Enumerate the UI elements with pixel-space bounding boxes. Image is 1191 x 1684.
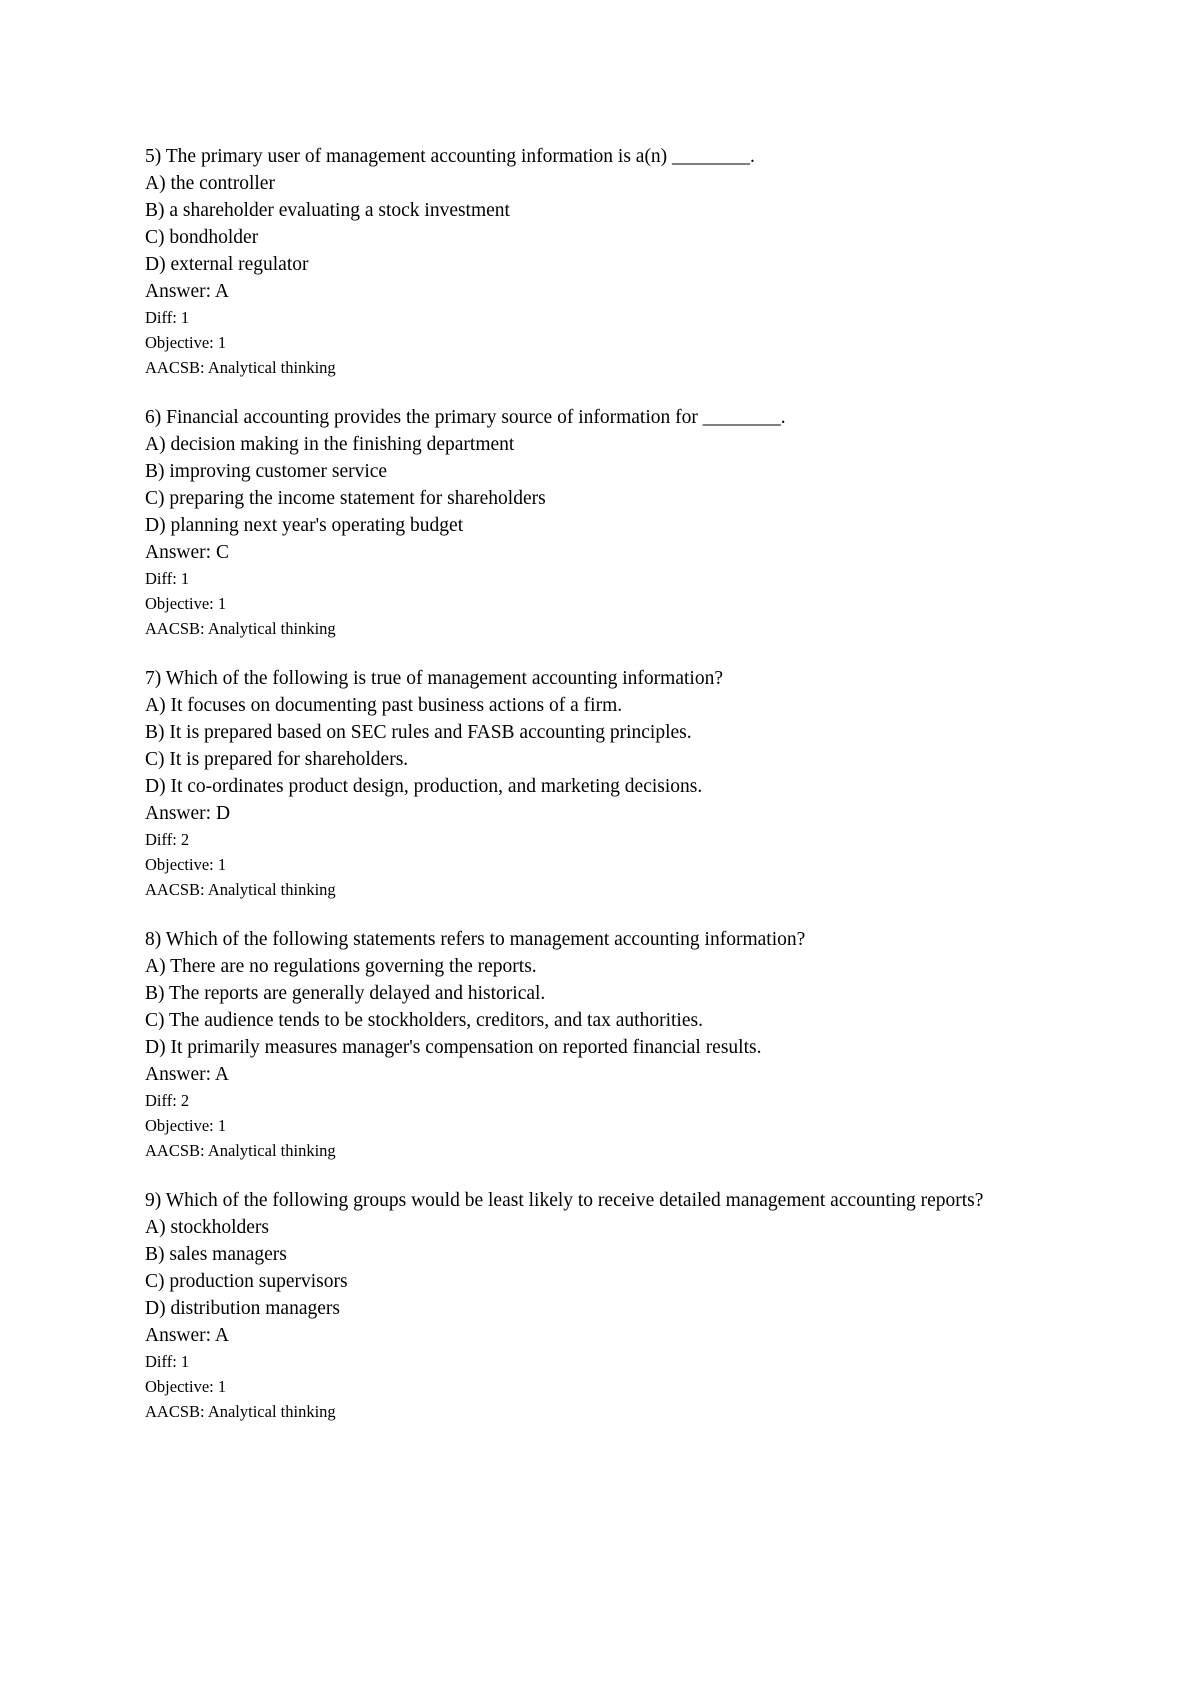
answer: Answer: A xyxy=(145,1064,229,1085)
question-stem: 5) The primary user of management accounting information is a(n) ________. xyxy=(145,146,755,167)
aacsb: AACSB: Analytical thinking xyxy=(145,358,336,377)
difficulty: Diff: 2 xyxy=(145,1091,190,1110)
objective: Objective: 1 xyxy=(145,1377,227,1396)
option-d: D) It primarily measures manager's compensation on reported financial results. xyxy=(145,1037,762,1058)
question-stem: 6) Financial accounting provides the primary source of information for ________. xyxy=(145,407,786,428)
option-a: A) the controller xyxy=(145,173,275,194)
question-5 xyxy=(145,143,1045,380)
option-b: B) It is prepared based on SEC rules and FASB accounting principles. xyxy=(145,722,692,743)
question-9 xyxy=(145,1187,1045,1424)
question-stem: 9) Which of the following groups would be least likely to receive detailed management accounting reports? xyxy=(145,1190,984,1211)
question-8 xyxy=(145,926,1045,1163)
option-a: A) stockholders xyxy=(145,1217,270,1238)
option-a: A) It focuses on documenting past business actions of a firm. xyxy=(145,695,623,716)
option-b: B) improving customer service xyxy=(145,461,388,482)
option-c: C) preparing the income statement for shareholders xyxy=(145,488,546,509)
objective: Objective: 1 xyxy=(145,333,227,352)
aacsb: AACSB: Analytical thinking xyxy=(145,1141,336,1160)
question-7 xyxy=(145,665,1045,902)
option-c: C) bondholder xyxy=(145,227,259,248)
option-c: C) The audience tends to be stockholders, creditors, and tax authorities. xyxy=(145,1010,703,1031)
option-d: D) external regulator xyxy=(145,254,309,275)
option-d: D) planning next year's operating budget xyxy=(145,515,464,536)
question-6 xyxy=(145,404,1045,641)
objective: Objective: 1 xyxy=(145,855,227,874)
objective: Objective: 1 xyxy=(145,594,227,613)
option-d: D) It co-ordinates product design, production, and marketing decisions. xyxy=(145,776,703,797)
difficulty: Diff: 1 xyxy=(145,308,190,327)
answer: Answer: A xyxy=(145,1325,229,1346)
option-a: A) decision making in the finishing department xyxy=(145,434,515,455)
aacsb: AACSB: Analytical thinking xyxy=(145,1402,336,1421)
option-b: B) sales managers xyxy=(145,1244,287,1265)
answer: Answer: C xyxy=(145,542,229,563)
option-c: C) It is prepared for shareholders. xyxy=(145,749,409,770)
option-b: B) The reports are generally delayed and historical. xyxy=(145,983,546,1004)
answer: Answer: D xyxy=(145,803,231,824)
aacsb: AACSB: Analytical thinking xyxy=(145,880,336,899)
option-c: C) production supervisors xyxy=(145,1271,348,1292)
option-a: A) There are no regulations governing the reports. xyxy=(145,956,537,977)
option-b: B) a shareholder evaluating a stock investment xyxy=(145,200,510,221)
question-stem: 7) Which of the following is true of management accounting information? xyxy=(145,668,723,689)
question-stem: 8) Which of the following statements refers to management accounting information? xyxy=(145,929,806,950)
aacsb: AACSB: Analytical thinking xyxy=(145,619,336,638)
document-page xyxy=(145,143,1045,1448)
option-d: D) distribution managers xyxy=(145,1298,340,1319)
difficulty: Diff: 2 xyxy=(145,830,190,849)
difficulty: Diff: 1 xyxy=(145,1352,190,1371)
difficulty: Diff: 1 xyxy=(145,569,190,588)
objective: Objective: 1 xyxy=(145,1116,227,1135)
answer: Answer: A xyxy=(145,281,229,302)
